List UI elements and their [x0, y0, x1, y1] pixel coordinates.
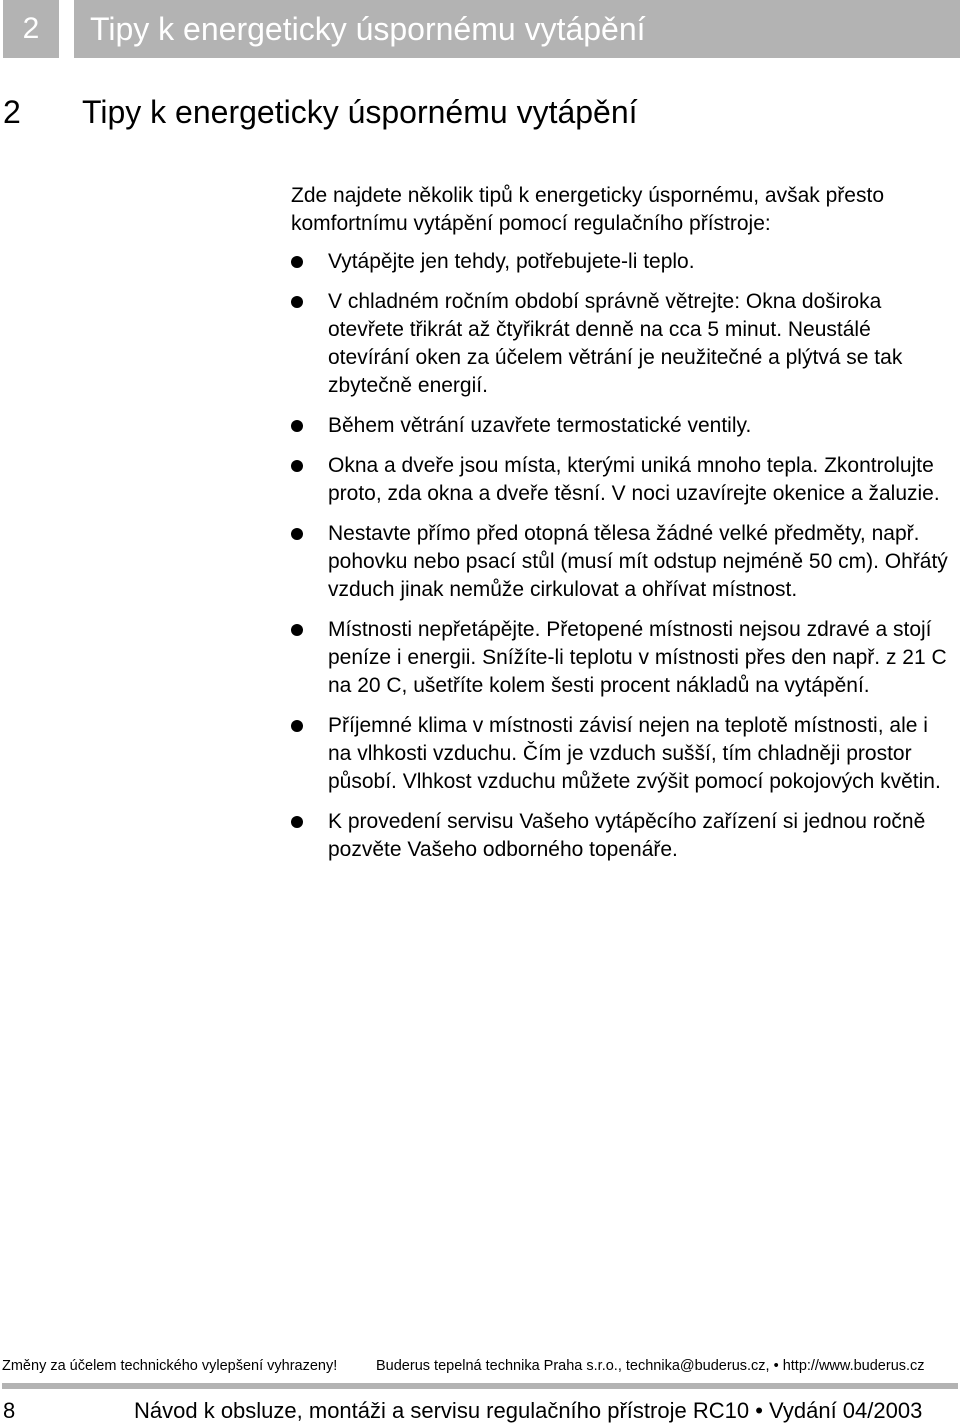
footer-divider	[2, 1383, 958, 1389]
footer-company: Buderus tepelná technika Praha s.r.o., technika@buderus.cz, • http://www.buderus.cz	[376, 1358, 925, 1374]
tip-text: Vytápějte jen tehdy, potřebujete-li teplo.	[328, 250, 695, 273]
list-item	[291, 452, 953, 508]
header-chapter-number: 2	[3, 0, 59, 58]
tips-list	[291, 248, 953, 864]
bullet-icon	[291, 420, 303, 432]
document-title: Návod k obsluze, montáži a servisu regulačního přístroje RC10 • Vydání 04/2003	[134, 1398, 923, 1423]
footer-disclaimer: Změny za účelem technického vylepšení vyhrazeny!	[2, 1358, 338, 1374]
list-item	[291, 616, 953, 700]
list-item	[291, 808, 953, 864]
bullet-icon	[291, 624, 303, 636]
tip-text: Místnosti nepřetápějte. Přetopené místnosti nejsou zdravé a stojí peníze i energii. Snížíte-li teplotu v místnosti přes den např. z 21 C na 20 C, ušetříte kolem šesti procent nákladů na vytápění.	[328, 618, 947, 697]
tip-text: K provedení servisu Vašeho vytápěcího zařízení si jednou ročně pozvěte Vašeho odborného topenáře.	[328, 810, 926, 861]
tip-text: Příjemné klima v místnosti závisí nejen na teplotě místnosti, ale i na vlhkosti vzduchu. Čím je vzduch sušší, tím chladněji prostor působí. Vlhkost vzduchu můžete zvýšit pomocí pokojových květin.	[328, 714, 941, 793]
intro-paragraph: Zde najdete několik tipů k energeticky úspornému, avšak přesto komfortnímu vytápění pomocí regulačního přístroje:	[291, 184, 884, 235]
bullet-icon	[291, 528, 303, 540]
list-item	[291, 288, 953, 400]
tip-text: Během větrání uzavřete termostatické ventily.	[328, 414, 752, 437]
list-item	[291, 412, 953, 440]
bullet-icon	[291, 460, 303, 472]
bullet-icon	[291, 720, 303, 732]
header-chapter-title: Tipy k energeticky úspornému vytápění	[74, 0, 960, 58]
bullet-icon	[291, 296, 303, 308]
page-number: 8	[3, 1398, 16, 1423]
bullet-icon	[291, 256, 303, 268]
tip-text: Okna a dveře jsou místa, kterými uniká mnoho tepla. Zkontrolujte proto, zda okna a dveře těsní. V noci uzavírejte okenice a žaluzie.	[328, 454, 940, 505]
list-item	[291, 248, 953, 276]
tip-text: V chladném ročním období správně větrejte: Okna doširoka otevřete třikrát až čtyřikrát denně na cca 5 minut. Neustálé otevírání oken za účelem větrání je neužitečné a plýtvá se tak zbytečně energií.	[328, 290, 903, 397]
tip-text: Nestavte přímo před otopná tělesa žádné velké předměty, např. pohovku nebo psací stůl (musí mít odstup nejméně 50 cm). Ohřátý vzduch jinak nemůže cirkulovat a ohřívat místnost.	[328, 522, 948, 601]
list-item	[291, 520, 953, 604]
chapter-header-bar	[0, 0, 960, 58]
list-item	[291, 712, 953, 796]
heading-number: 2	[3, 94, 21, 130]
bullet-icon	[291, 816, 303, 828]
main-content	[291, 182, 953, 876]
heading-title: Tipy k energeticky úspornému vytápění	[82, 94, 638, 130]
